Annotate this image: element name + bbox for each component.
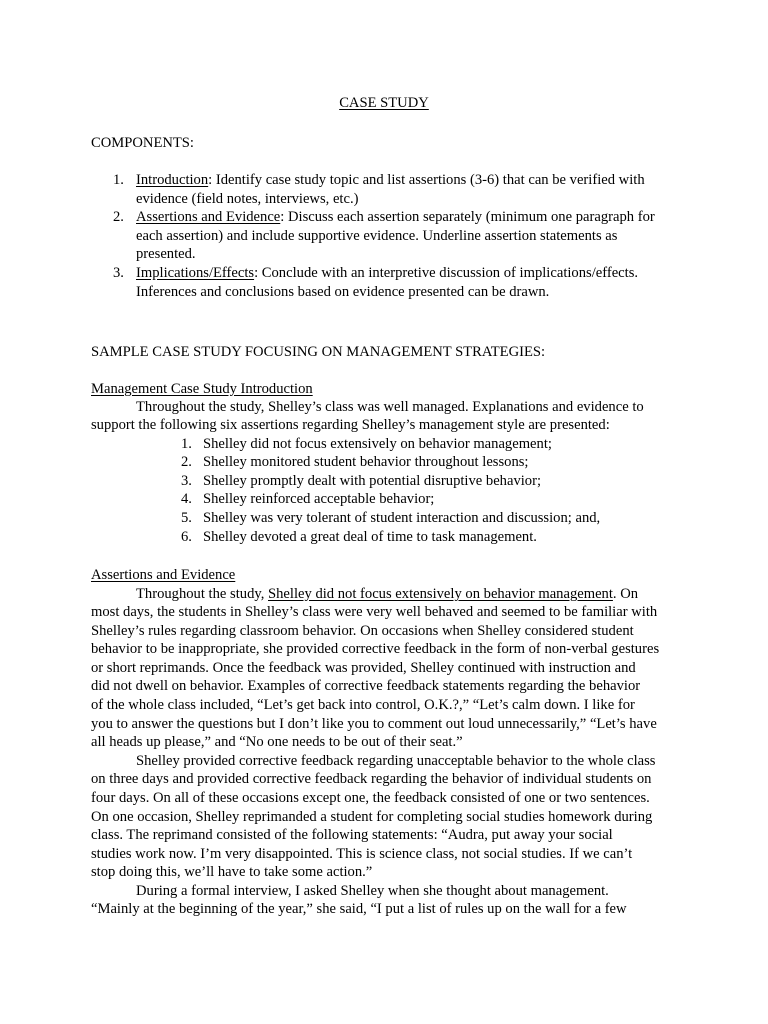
paragraph-line: On one occasion, Shelley reprimanded a student for completing social studies homework during [91, 809, 653, 825]
sample-heading: SAMPLE CASE STUDY FOCUSING ON MANAGEMENT STRATEGIES: [91, 344, 546, 360]
assertion-item: Shelley was very tolerant of student interaction and discussion; and, [203, 510, 601, 526]
assertion-item: Shelley reinforced acceptable behavior; [203, 491, 435, 507]
component-item-line: evidence (field notes, interviews, etc.) [136, 191, 359, 207]
paragraph-line: all heads up please,” and “No one needs to be out of their seat.” [91, 734, 463, 750]
paragraph-line: of the whole class included, “Let’s get back into control, O.K.?,” “Let’s calm down. I like for [91, 697, 635, 713]
paragraph-line: behavior to be inappropriate, she provided corrective feedback in the form of non-verbal gestures [91, 641, 660, 657]
paragraph-line: four days. On all of these occasions except one, the feedback consisted of one or two sentences. [91, 790, 650, 806]
paragraph-line: “Mainly at the beginning of the year,” she said, “I put a list of rules up on the wall for a few [91, 901, 627, 917]
assertion-item: Shelley devoted a great deal of time to task management. [203, 529, 537, 545]
paragraph-line: most days, the students in Shelley’s class were very well behaved and seemed to be familiar with [91, 604, 658, 620]
paragraph-line: stop doing this, we’ll have to take some action.” [91, 864, 373, 880]
paragraph-line: or short reprimands. Once the feedback was provided, Shelley continued with instruction and [91, 660, 636, 676]
assertions-heading: Assertions and Evidence [91, 567, 236, 583]
components-heading: COMPONENTS: [91, 135, 194, 151]
component-item-line: Inferences and conclusions based on evidence presented can be drawn. [136, 284, 550, 300]
paragraph-line: During a formal interview, I asked Shelley when she thought about management. [136, 883, 609, 899]
component-number: 2. [113, 209, 124, 225]
component-item: Implications/Effects: Conclude with an interpretive discussion of implications/effects. [136, 265, 639, 281]
assertion-number: 3. [181, 473, 192, 489]
component-item: Assertions and Evidence: Discuss each assertion separately (minimum one paragraph for [136, 209, 655, 225]
component-number: 1. [113, 172, 124, 188]
assertion-number: 1. [181, 436, 192, 452]
assertion-number: 2. [181, 454, 192, 470]
assertion-number: 5. [181, 510, 192, 526]
assertion-number: 4. [181, 491, 192, 507]
intro-heading: Management Case Study Introduction [91, 381, 313, 397]
assertion-item: Shelley did not focus extensively on behavior management; [203, 436, 552, 452]
paragraph-line: Shelley provided corrective feedback regarding unacceptable behavior to the whole class [136, 753, 656, 769]
assertion-item: Shelley promptly dealt with potential disruptive behavior; [203, 473, 542, 489]
intro-line: Throughout the study, Shelley’s class was well managed. Explanations and evidence to [136, 399, 644, 415]
component-number: 3. [113, 265, 124, 281]
paragraph-line: Shelley’s rules regarding classroom behavior. On occasions when Shelley considered student [91, 623, 634, 639]
paragraph-line: you to answer the questions but I don’t like you to comment out loud unnecessarily,” “Let’s have [91, 716, 657, 732]
component-item: Introduction: Identify case study topic and list assertions (3-6) that can be verified with [136, 172, 645, 188]
assertion-item: Shelley monitored student behavior throughout lessons; [203, 454, 529, 470]
paragraph-line: class. The reprimand consisted of the following statements: “Audra, put away your social [91, 827, 613, 843]
component-item-line: each assertion) and include supportive evidence. Underline assertion statements as [136, 228, 618, 244]
paragraph-line: did not dwell on behavior. Examples of corrective feedback statements regarding the behavior [91, 678, 641, 694]
intro-line: support the following six assertions regarding Shelley’s management style are presented: [91, 417, 610, 433]
paragraph-line: on three days and provided corrective feedback regarding the behavior of individual students on [91, 771, 652, 787]
paragraph-line: Throughout the study, Shelley did not focus extensively on behavior management. On [136, 586, 639, 602]
document-title: CASE STUDY [339, 95, 429, 111]
component-item-line: presented. [136, 246, 196, 262]
paragraph-line: studies work now. I’m very disappointed. This is science class, not social studies. If we can’t [91, 846, 633, 862]
assertion-number: 6. [181, 529, 192, 545]
